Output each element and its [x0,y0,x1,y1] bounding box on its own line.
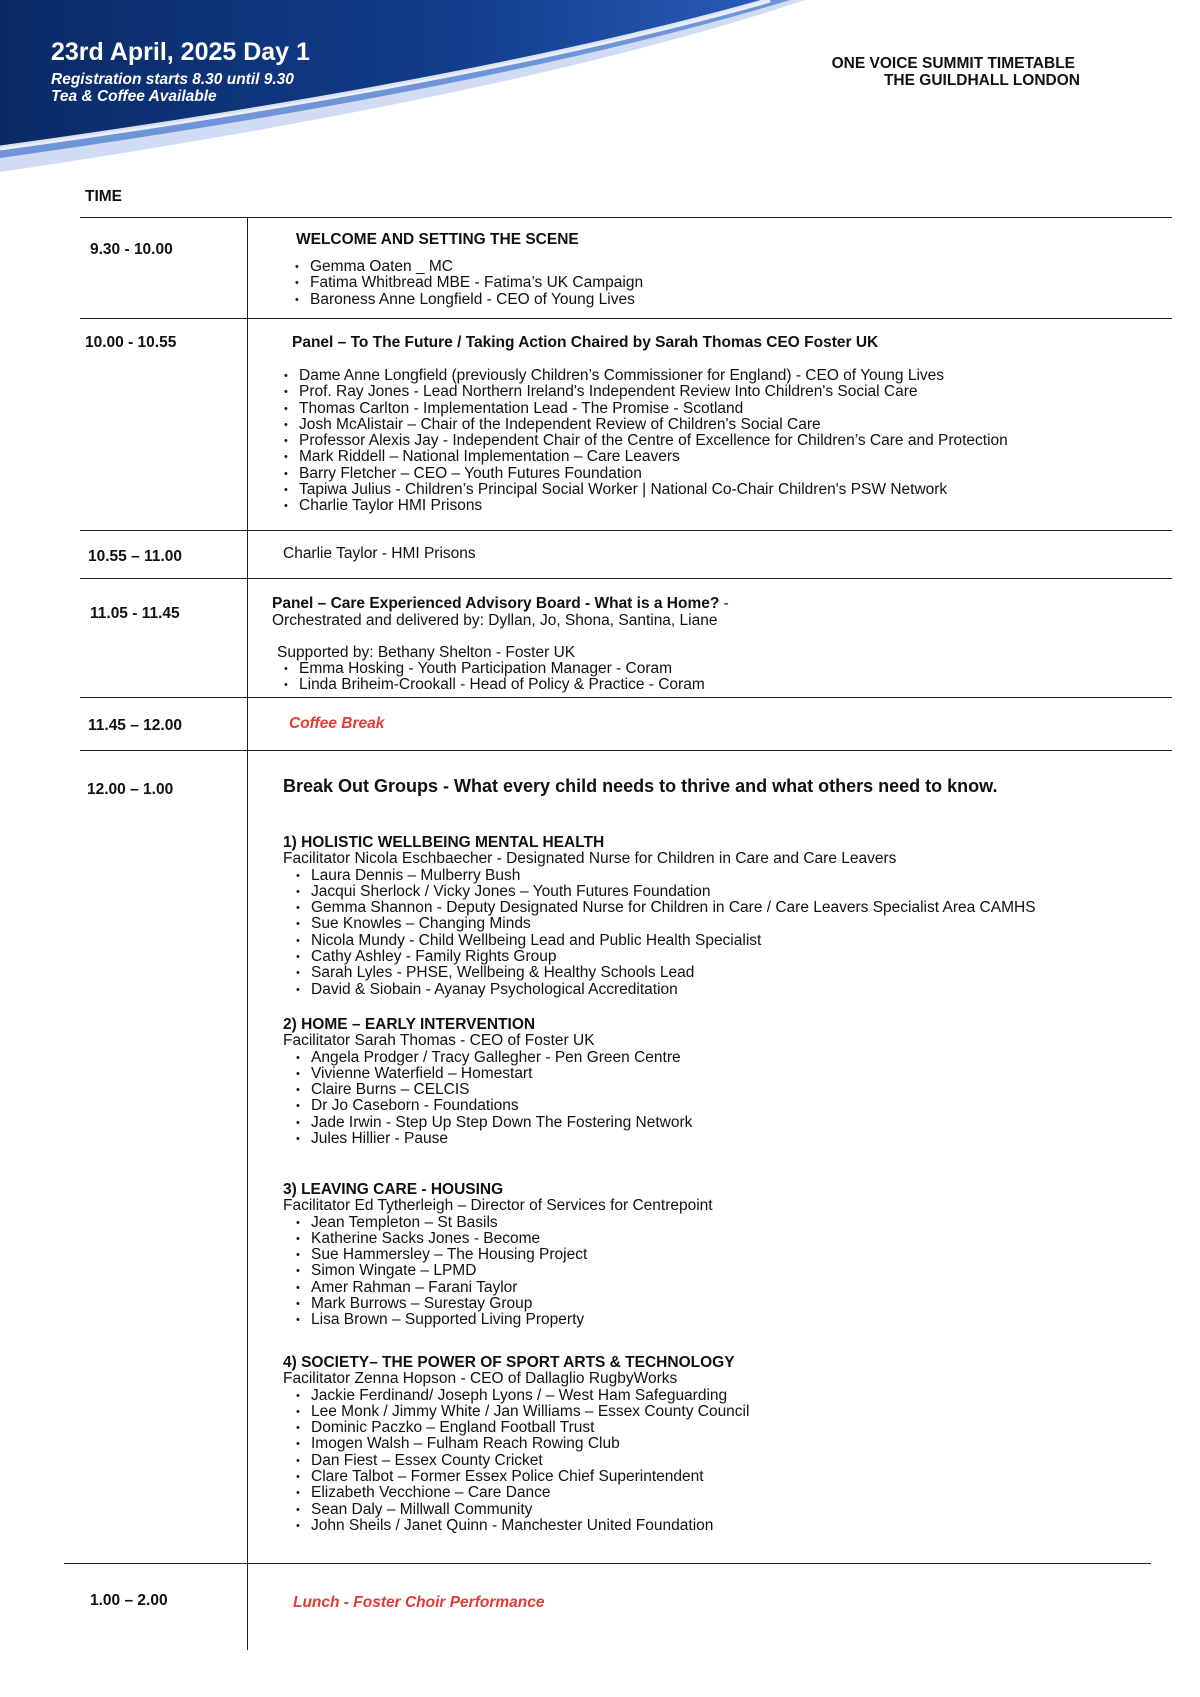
session-time: 1.00 – 2.00 [90,1592,168,1609]
list-item: • Jean Templeton – St Basils [311,1215,713,1231]
list-item: • Jade Irwin - Step Up Step Down The Fostering Network [311,1115,692,1131]
breakout-group [283,1355,749,1534]
registration-info [51,71,294,105]
divider [80,318,1172,319]
list-item: • Jules Hillier - Pause [311,1131,692,1147]
group-member-list [283,1215,713,1329]
list-item: • Jackie Ferdinand/ Joseph Lyons / – West Ham Safeguarding [311,1388,749,1404]
session-subtitle: Orchestrated and delivered by: Dyllan, Jo, Shona, Santina, Liane [272,612,718,629]
list-item: • Mark Burrows – Surestay Group [311,1296,713,1312]
session-title [272,596,729,612]
list-item: • Clare Talbot – Former Essex Police Chief Superintendent [311,1469,749,1485]
list-item: • Baroness Anne Longfield - CEO of Young Lives [310,292,643,308]
group-facilitator: Facilitator Sarah Thomas - CEO of Foster UK [283,1032,595,1050]
speaker-list [271,661,705,694]
list-item: • David & Siobain - Ayanay Psychological Accreditation [311,982,1036,998]
breakout-group [283,1182,713,1329]
list-item: • Lee Monk / Jimmy White / Jan Williams – Essex County Council [311,1404,749,1420]
divider [64,1563,1151,1564]
divider [80,578,1172,579]
list-item: • Dame Anne Longfield (previously Children’s Commissioner for England) - CEO of Young Lives [299,368,1008,384]
list-item: • Dr Jo Caseborn - Foundations [311,1098,692,1114]
session-title: WELCOME AND SETTING THE SCENE [296,231,579,248]
summit-heading [832,55,1080,89]
list-item: • Jacqui Sherlock / Vicky Jones – Youth Futures Foundation [311,884,1036,900]
group-member-list [283,868,1036,998]
list-item: • Claire Burns – CELCIS [311,1082,692,1098]
list-item: • Vivienne Waterfield – Homestart [311,1066,692,1082]
list-item: • Nicola Mundy - Child Wellbeing Lead and Public Health Specialist [311,933,1036,949]
group-member-list [283,1050,692,1148]
day-title: 23rd April, 2025 Day 1 [51,38,310,66]
list-item: • Laura Dennis – Mulberry Bush [311,868,1036,884]
list-item: • Simon Wingate – LPMD [311,1263,713,1279]
supported-by: Supported by: Bethany Shelton - Foster UK [277,644,576,661]
list-item: • Barry Fletcher – CEO – Youth Futures Foundation [299,466,1008,482]
time-column-header: TIME [85,188,123,205]
list-item: • John Sheils / Janet Quinn - Manchester United Foundation [311,1518,749,1534]
list-item: • Sarah Lyles - PHSE, Wellbeing & Healthy Schools Lead [311,965,1036,981]
list-item: • Josh McAlistair – Chair of the Independent Review of Children's Social Care [299,417,1008,433]
session-speaker: Charlie Taylor - HMI Prisons [283,545,476,562]
list-item: • Lisa Brown – Supported Living Property [311,1312,713,1328]
list-item: • Dominic Paczko – England Football Trust [311,1420,749,1436]
break-label: Lunch - Foster Choir Performance [293,1594,545,1611]
list-item: • Cathy Ashley - Family Rights Group [311,949,1036,965]
list-item: • Dan Fiest – Essex County Cricket [311,1453,749,1469]
list-item: • Imogen Walsh – Fulham Reach Rowing Club [311,1436,749,1452]
breakout-group [283,835,1036,998]
list-item: • Gemma Oaten _ MC [310,259,643,275]
speaker-list [282,259,643,308]
list-item: • Prof. Ray Jones - Lead Northern Ireland's Independent Review Into Children's Social Care [299,384,1008,400]
list-item: • Emma Hosking - Youth Participation Manager - Coram [299,661,705,677]
session-title: Panel – To The Future / Taking Action Chaired by Sarah Thomas CEO Foster UK [292,334,879,351]
group-title: 3) LEAVING CARE - HOUSING [283,1181,504,1198]
list-item: • Linda Briheim-Crookall - Head of Policy & Practice - Coram [299,677,705,693]
refreshments-note: Tea & Coffee Available [51,88,217,105]
group-title: 4) SOCIETY– THE POWER OF SPORT ARTS & TECHNOLOGY [283,1354,735,1371]
list-item: • Angela Prodger / Tracy Gallegher - Pen Green Centre [311,1050,692,1066]
column-divider [247,218,248,1650]
group-title: 1) HOLISTIC WELLBEING MENTAL HEALTH [283,834,605,851]
list-item: • Amer Rahman – Farani Taylor [311,1280,713,1296]
list-item: • Sue Hammersley – The Housing Project [311,1247,713,1263]
registration-time: Registration starts 8.30 until 9.30 [51,71,294,88]
list-item: • Sue Knowles – Changing Minds [311,916,1036,932]
group-facilitator: Facilitator Nicola Eschbaecher - Designated Nurse for Children in Care and Care Leavers [283,850,897,868]
list-item: • Mark Riddell – National Implementation – Care Leavers [299,449,1008,465]
break-label: Coffee Break [289,715,385,732]
divider [80,750,1172,751]
session-time: 9.30 - 10.00 [90,241,173,258]
session-title-text: Panel – Care Experienced Advisory Board - What is a Home? [272,595,720,612]
group-member-list [283,1388,749,1535]
summit-title: ONE VOICE SUMMIT TIMETABLE [831,55,1075,72]
list-item: • Katherine Sacks Jones - Become [311,1231,713,1247]
list-item: • Tapiwa Julius - Children’s Principal Social Worker | National Co-Chair Children's PSW Network [299,482,1008,498]
divider [80,217,1172,218]
list-item: • Elizabeth Vecchione – Care Dance [311,1485,749,1501]
session-title: Break Out Groups - What every child needs to thrive and what others need to know. [283,776,998,796]
breakout-group [283,1017,692,1147]
speaker-list [271,368,1008,515]
session-time: 12.00 – 1.00 [87,781,174,798]
summit-venue: THE GUILDHALL LONDON [883,72,1080,89]
divider [80,697,1172,698]
divider [80,530,1172,531]
list-item: • Sean Daly – Millwall Community [311,1502,749,1518]
session-time: 11.45 – 12.00 [88,717,182,734]
session-time: 10.55 – 11.00 [88,548,182,565]
list-item: • Fatima Whitbread MBE - Fatima’s UK Campaign [310,275,643,291]
list-item: • Professor Alexis Jay - Independent Chair of the Centre of Excellence for Children’s Care and Protection [299,433,1008,449]
list-item: • Charlie Taylor HMI Prisons [299,498,1008,514]
group-facilitator: Facilitator Ed Tytherleigh – Director of Services for Centrepoint [283,1197,713,1215]
group-title: 2) HOME – EARLY INTERVENTION [283,1016,536,1033]
session-time: 10.00 - 10.55 [85,334,177,351]
list-item: • Gemma Shannon - Deputy Designated Nurse for Children in Care / Care Leavers Specialist Area CAMHS [311,900,1036,916]
group-facilitator: Facilitator Zenna Hopson - CEO of Dallaglio RugbyWorks [283,1370,678,1388]
list-item: • Thomas Carlton - Implementation Lead - The Promise - Scotland [299,401,1008,417]
session-time: 11.05 - 11.45 [90,605,180,622]
session-title-suffix: - [719,595,729,612]
